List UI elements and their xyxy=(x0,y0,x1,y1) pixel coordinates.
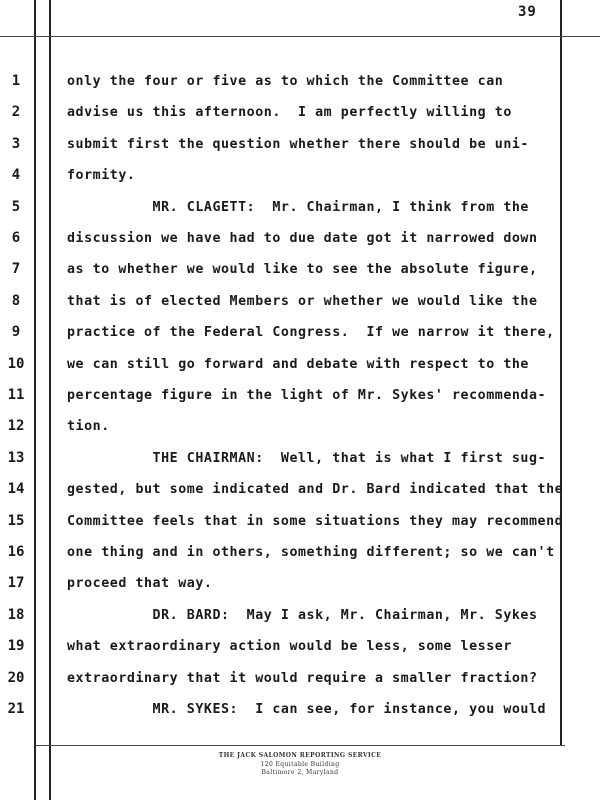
line-text: DR. BARD: May I ask, Mr. Chairman, Mr. Sykes xyxy=(67,608,538,623)
line-number: 21 xyxy=(7,701,25,717)
line-text: as to whether we would like to see the absolute figure, xyxy=(67,262,538,277)
line-text: extraordinary that it would require a smaller fraction? xyxy=(67,671,538,686)
left-margin-rule-inner xyxy=(49,0,51,800)
line-text: only the four or five as to which the Committee can xyxy=(67,74,504,89)
line-number: 7 xyxy=(11,261,21,277)
line-number: 19 xyxy=(7,638,25,654)
line-number: 13 xyxy=(7,450,25,466)
line-number: 8 xyxy=(11,293,21,309)
line-text: formity. xyxy=(67,168,136,183)
right-margin-rule xyxy=(560,0,562,745)
line-number: 1 xyxy=(11,73,21,89)
line-text: proceed that way. xyxy=(67,576,213,591)
line-number: 17 xyxy=(7,575,25,591)
line-text: we can still go forward and debate with respect to the xyxy=(67,357,529,372)
footer-service-name: THE JACK SALOMON REPORTING SERVICE xyxy=(218,752,382,759)
line-text: tion. xyxy=(67,419,110,434)
line-number: 2 xyxy=(11,104,21,120)
line-number: 14 xyxy=(7,481,25,497)
line-text: that is of elected Members or whether we would like the xyxy=(67,294,538,309)
line-text: THE CHAIRMAN: Well, that is what I first sug- xyxy=(67,451,547,466)
line-text: gested, but some indicated and Dr. Bard indicated that the xyxy=(67,482,564,497)
line-number: 9 xyxy=(11,324,21,340)
line-text: Committee feels that in some situations they may recommend xyxy=(67,514,564,529)
footer-building: 120 Equitable Building xyxy=(260,761,340,768)
footer-city: Baltimore 2, Maryland xyxy=(261,769,339,776)
line-text: advise us this afternoon. I am perfectly willing to xyxy=(67,105,512,120)
line-number: 3 xyxy=(11,136,21,152)
line-number: 10 xyxy=(7,356,25,372)
line-text: percentage figure in the light of Mr. Sykes' recommenda- xyxy=(67,388,547,403)
line-number: 15 xyxy=(7,513,25,529)
line-number: 5 xyxy=(11,199,21,215)
line-number: 12 xyxy=(7,418,25,434)
line-number: 18 xyxy=(7,607,25,623)
line-number: 16 xyxy=(7,544,25,560)
line-number: 4 xyxy=(11,167,21,183)
line-text: discussion we have had to due date got it narrowed down xyxy=(67,231,538,246)
page-number: 39 xyxy=(518,4,537,20)
bottom-rule xyxy=(35,745,565,746)
line-number: 20 xyxy=(7,670,25,686)
line-text: MR. SYKES: I can see, for instance, you would xyxy=(67,702,547,717)
line-text: MR. CLAGETT: Mr. Chairman, I think from the xyxy=(67,200,529,215)
left-margin-rule-outer xyxy=(34,0,36,800)
line-text: what extraordinary action would be less, some lesser xyxy=(67,639,512,654)
line-text: submit first the question whether there should be uni- xyxy=(67,137,529,152)
line-text: one thing and in others, something different; so we can't xyxy=(67,545,555,560)
line-number: 11 xyxy=(7,387,25,403)
line-text: practice of the Federal Congress. If we narrow it there, xyxy=(67,325,555,340)
top-rule xyxy=(0,36,600,37)
line-number: 6 xyxy=(11,230,21,246)
